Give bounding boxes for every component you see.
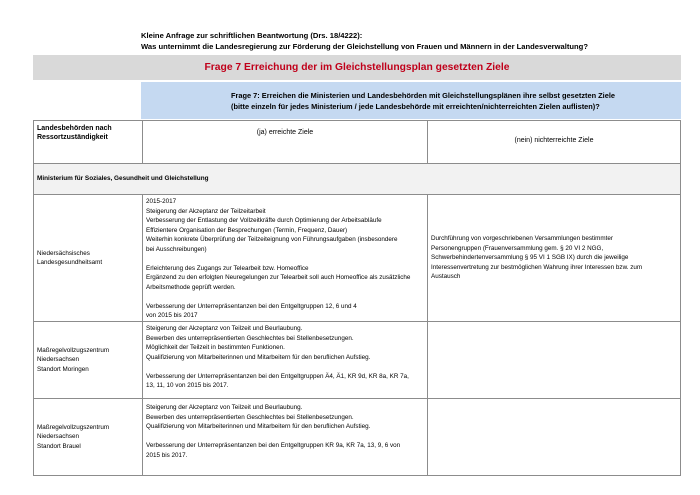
cell-line: Maßregelvollzugszentrum [37, 423, 110, 431]
cell-line: Effizientere Organisation der Besprechungen (Termin, Frequenz, Dauer) [146, 226, 348, 234]
cell-line: Standort Moringen [37, 365, 89, 373]
cell-line: Personengruppen (Frauenversammlung gem. § 20 VI 2 NGG, [431, 244, 604, 252]
question-line2: (bitte einzeln für jedes Ministerium / jede Landesbehörde mit erreichten/nichterreichten Zielen auflisten)? [231, 102, 600, 111]
achieved-column-header: (ja) erreichte Ziele [143, 121, 428, 164]
cell-line: Qualifizierung von Mitarbeiterinnen und Mitarbeitern für den beruflichen Aufstieg. [146, 423, 371, 430]
frage-title-band [33, 55, 681, 80]
question-box [141, 82, 681, 119]
cell-line: Standort Brauel [37, 442, 81, 450]
not-achieved-goals-cell [428, 322, 681, 399]
cell-line: Verbesserung der Unterrepräsentanzen bei den Entgeltgruppen 12, 6 und 4 [146, 302, 357, 310]
cell-line: Steigerung der Akzeptanz der Teilzeitarbeit [146, 207, 266, 215]
authority-column-header [34, 121, 143, 164]
cell-line: Schwerbehindertenversammlung § 95 VI 1 SGB IX) durch die jeweilige [431, 254, 629, 262]
cell-line: Bewerben des unterrepräsentierten Geschlechtes bei Stellenbesetzungen. [146, 334, 354, 342]
cell-line: Erleichterung des Zugangs zur Telearbeit bzw. Homeoffice [146, 264, 309, 272]
document-header-line2: Was unternimmt die Landesregierung zur Förderung der Gleichstellung von Frauen und Männern in der Landesverwaltung? [141, 42, 588, 51]
not-achieved-column-header: (nein) nichterreichte Ziele [428, 121, 681, 164]
table-header-row [34, 121, 681, 164]
cell-line: Verbesserung der Unterrepräsentanzen bei den Entgeltgruppen Ä4, Ä1, KR 9d, KR 8a, KR 7a, [146, 372, 409, 380]
cell-line: Arbeitsmethode geprüft werden. [146, 283, 236, 291]
cell-line: bei Ausschreibungen) [146, 245, 207, 253]
cell-line: Steigerung der Akzeptanz von Teilzeit und Beurlaubung. [146, 325, 303, 332]
not-achieved-goals-cell [428, 195, 681, 322]
cell-line: von 2015 bis 2017 [146, 312, 198, 319]
achieved-goals-cell [143, 322, 428, 399]
authority-header-line2: Ressortzuständigkeit [37, 134, 108, 141]
cell-line: Austausch [431, 273, 461, 281]
cell-line: Qualifizierung von Mitarbeiterinnen und Mitarbeitern für den beruflichen Aufstieg. [146, 353, 371, 361]
ministry-name: Ministerium für Soziales, Gesundheit und Gleichstellung [34, 164, 681, 195]
cell-line: Bewerben des unterrepräsentierten Geschlechtes bei Stellenbesetzungen. [146, 413, 354, 421]
achieved-goals-cell [143, 399, 428, 476]
cell-line: Ergänzend zu den erfolgten Neuregelungen zur Telearbeit soll auch Homeoffice als zusätzliche [146, 274, 411, 281]
authority-cell [34, 399, 143, 476]
line-gap [146, 362, 424, 372]
cell-line: Niedersachsen [37, 356, 80, 364]
ministry-row [34, 164, 681, 195]
cell-line: Durchführung von vorgeschriebenen Versammlungen bestimmter [431, 235, 614, 243]
table-row [34, 322, 681, 399]
cell-line: 13, 11, 10 von 2015 bis 2017. [146, 382, 229, 389]
authority-cell [34, 322, 143, 399]
table-row [34, 195, 681, 322]
line-gap [146, 254, 424, 264]
cell-line: Möglichkeit der Teilzeit in bestimmten Funktionen. [146, 344, 285, 351]
question-line1: Frage 7: Erreichen die Ministerien und Landesbehörden mit Gleichstellungsplänen ihre selbst gesetzten Ziele [231, 91, 615, 100]
table-row [34, 399, 681, 476]
cell-line: Steigerung der Akzeptanz von Teilzeit und Beurlaubung. [146, 404, 303, 411]
cell-line: Weiterhin konkrete Überprüfung der Teilzeiteignung von Führungsaufgaben (insbesondere [146, 236, 398, 243]
cell-line: Maßregelvollzugszentrum [37, 346, 110, 354]
cell-line: 2015-2017 [146, 198, 177, 205]
frage-title: Frage 7 Erreichung der im Gleichstellungsplan gesetzten Ziele [204, 62, 510, 73]
cell-line: Verbesserung der Entlastung der Vollzeitkräfte durch Optimierung der Arbeitsabläufe [146, 217, 382, 224]
authority-cell [34, 195, 143, 322]
not-achieved-goals-cell [428, 399, 681, 476]
authority-header-line1: Landesbehörden nach [37, 125, 112, 132]
document-header-line1: Kleine Anfrage zur schriftlichen Beantwortung (Drs. 18/4222): [141, 31, 363, 40]
achieved-goals-cell [143, 195, 428, 322]
cell-line: Verbesserung der Unterrepräsentanzen bei den Entgeltgruppen KR 9a, KR 7a, 13, 9, 6 von [146, 442, 401, 449]
cell-line: Niedersachsen [37, 433, 80, 441]
cell-line: Landesgesundheitsamt [37, 259, 103, 266]
cell-line: 2015 bis 2017. [146, 451, 188, 459]
line-gap [146, 432, 424, 442]
cell-line: Niedersächsisches [37, 249, 90, 257]
cell-line: Interessenvertretung zur bestmöglichen Wahrung ihrer Interessen bzw. zum [431, 263, 643, 271]
goals-table [33, 120, 681, 476]
line-gap [146, 292, 424, 302]
